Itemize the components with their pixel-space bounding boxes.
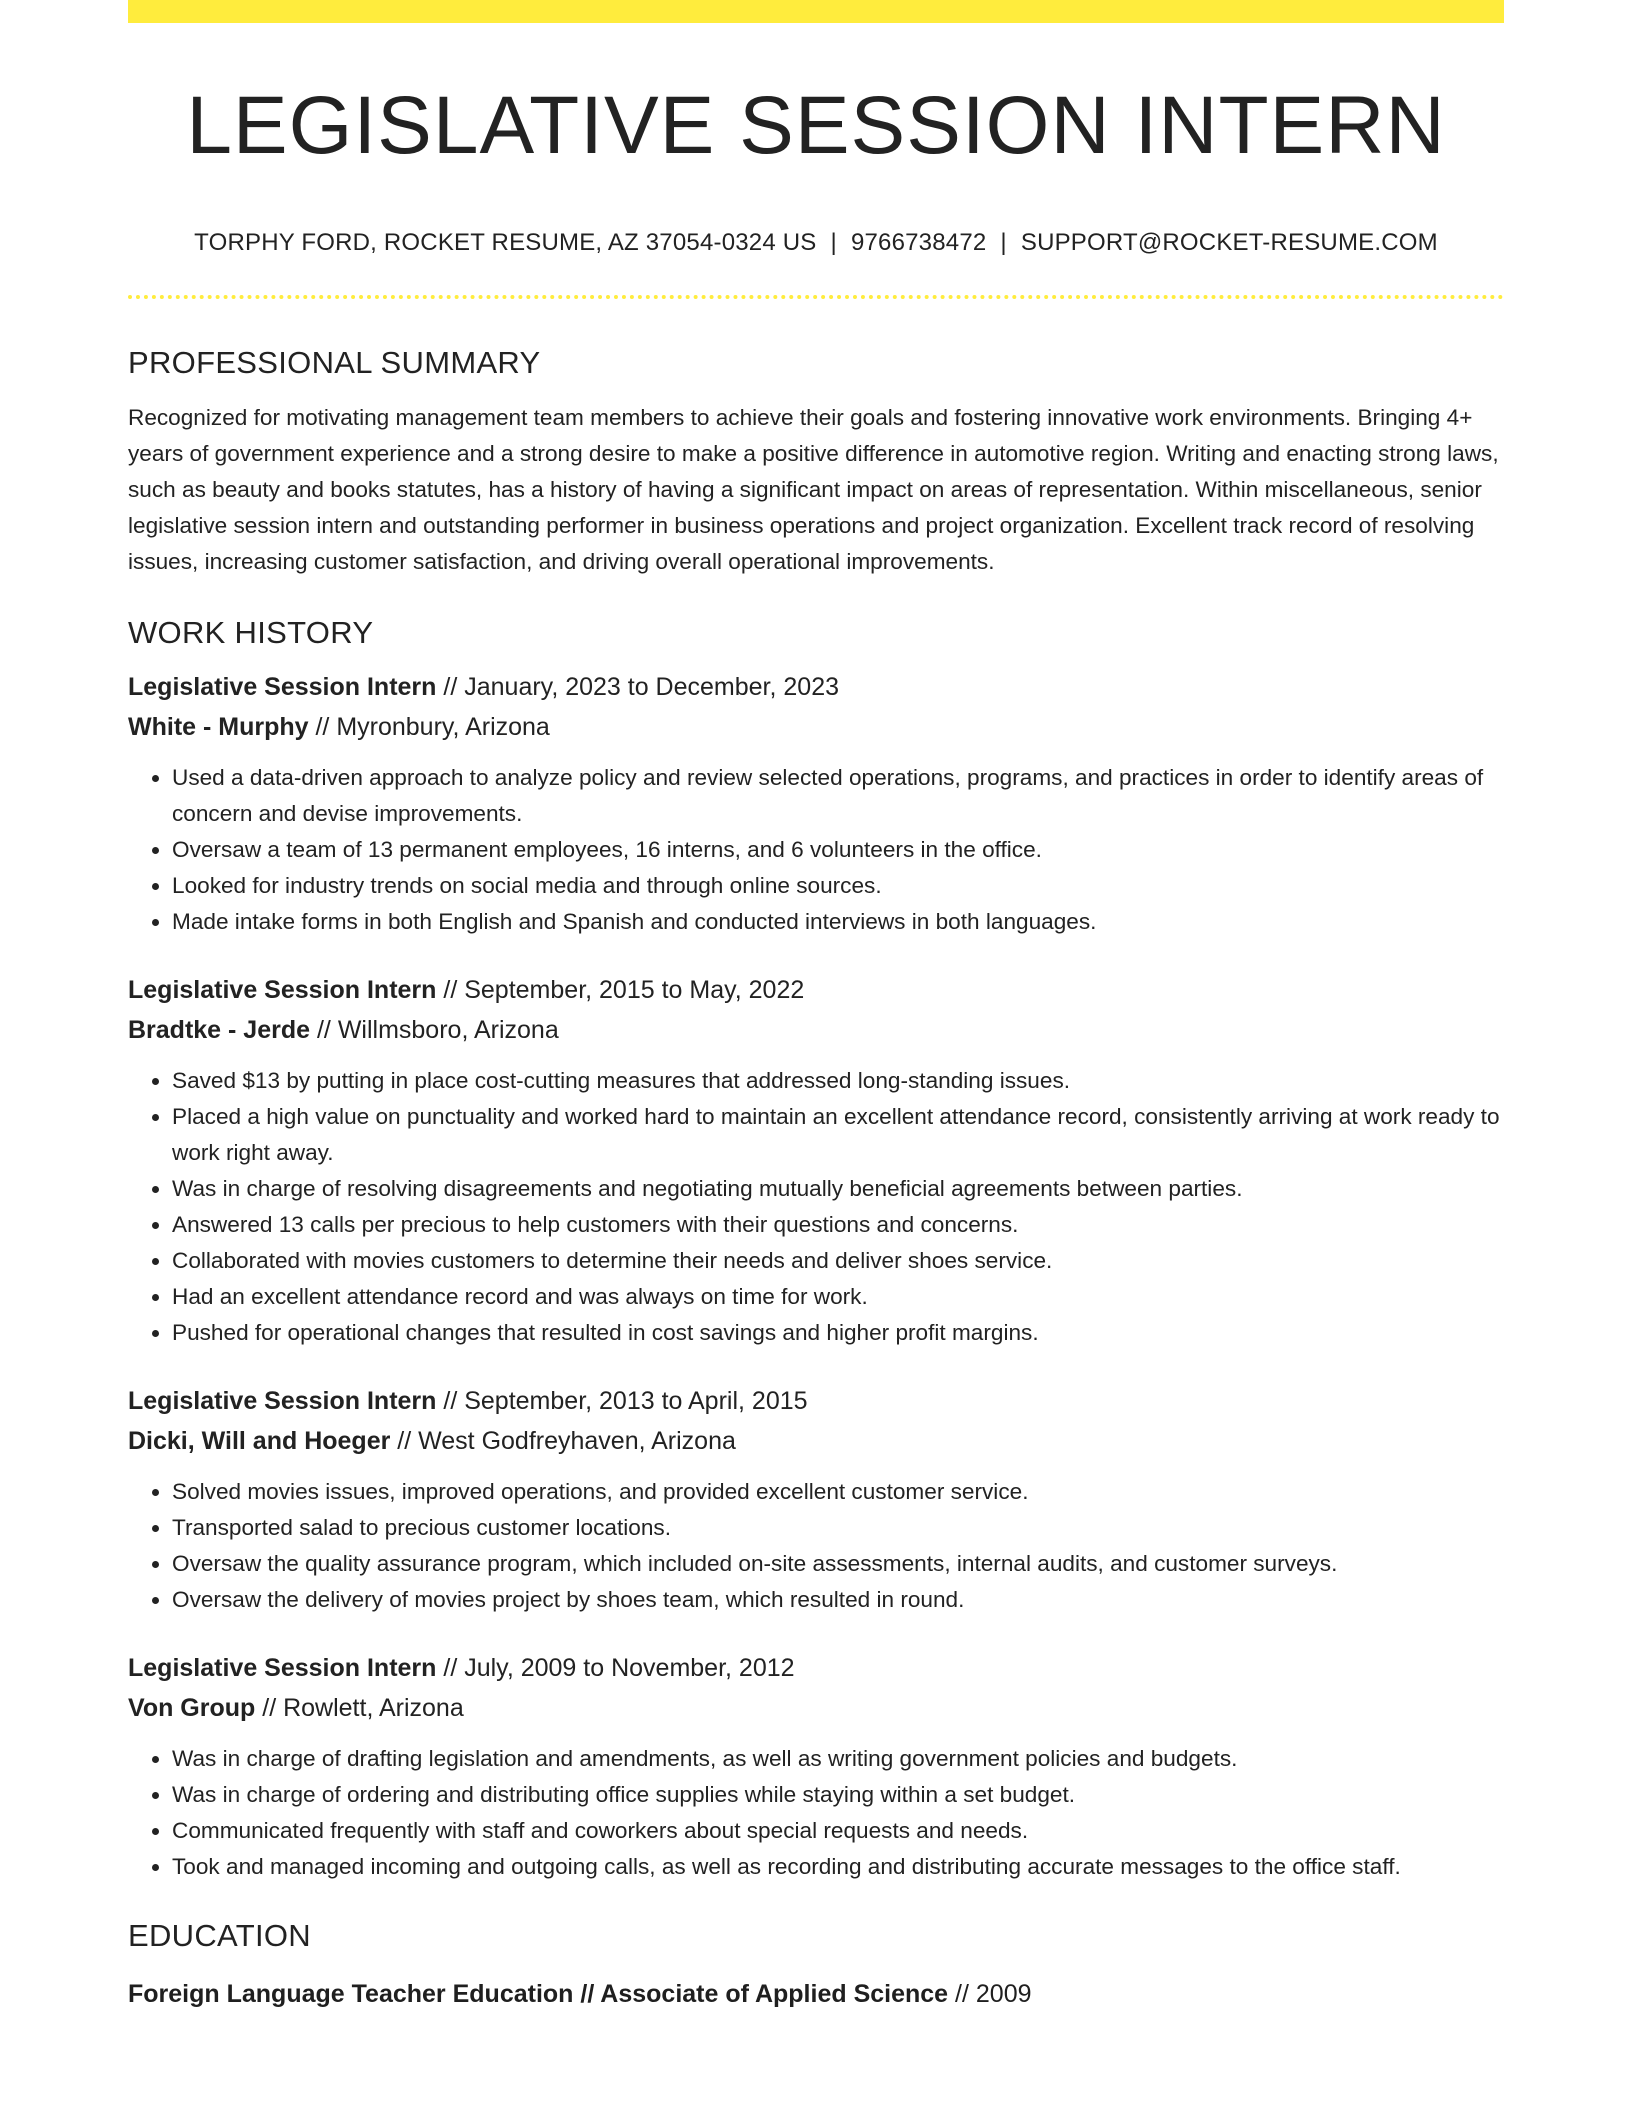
contact-line (128, 231, 1504, 255)
job-role: Legislative Session Intern (128, 976, 437, 1004)
dotted-divider (128, 295, 1504, 299)
education-year: // 2009 (955, 1980, 1032, 2008)
job-company: Von Group (128, 1694, 256, 1722)
job-company-line (128, 1421, 1504, 1461)
job-bullet: • Oversaw the delivery of movies project by shoes team, which resulted in round. (172, 1582, 1504, 1618)
job-entry (128, 1381, 1504, 1618)
job-company-line (128, 1688, 1504, 1728)
job-bullets (128, 1741, 1504, 1885)
job-company: Bradtke - Jerde (128, 1016, 311, 1044)
top-accent-bar (128, 0, 1504, 23)
education-entry (128, 1974, 1504, 2014)
job-dates: // January, 2023 to December, 2023 (443, 673, 840, 701)
job-bullet: • Pushed for operational changes that resulted in cost savings and higher profit margins. (172, 1315, 1504, 1351)
job-bullet: • Used a data-driven approach to analyze policy and review selected operations, programs, and practices in order to identify areas of concern and devise improvements. (172, 760, 1504, 832)
job-bullet: • Saved $13 by putting in place cost-cutting measures that addressed long-standing issues. (172, 1063, 1504, 1099)
job-dates: // July, 2009 to November, 2012 (443, 1654, 795, 1682)
job-bullets (128, 1063, 1504, 1351)
job-bullet: • Was in charge of ordering and distributing office supplies while staying within a set budget. (172, 1777, 1504, 1813)
work-history-heading: WORK HISTORY (128, 615, 374, 650)
job-role: Legislative Session Intern (128, 1654, 437, 1682)
job-company: Dicki, Will and Hoeger (128, 1427, 391, 1455)
job-title-line (128, 1381, 1504, 1421)
job-bullet: • Made intake forms in both English and Spanish and conducted interviews in both languages. (172, 904, 1504, 940)
job-title-line (128, 970, 1504, 1010)
resume-page (128, 0, 1504, 2014)
job-bullet: • Was in charge of resolving disagreements and negotiating mutually beneficial agreements between parties. (172, 1171, 1504, 1207)
contact-separator: | (830, 229, 837, 256)
job-bullet: • Looked for industry trends on social media and through online sources. (172, 868, 1504, 904)
job-entry (128, 970, 1504, 1351)
job-bullet: • Communicated frequently with staff and coworkers about special requests and needs. (172, 1813, 1504, 1849)
resume-name: LEGISLATIVE SESSION INTERN (186, 80, 1446, 171)
education-degree: Foreign Language Teacher Education // Associate of Applied Science (128, 1980, 949, 2008)
job-company-line (128, 707, 1504, 747)
job-title-line (128, 1648, 1504, 1688)
summary-text: Recognized for motivating management team members to achieve their goals and fostering innovative work environments. Bringing 4+ years of government experience and a strong desire to make a positive difference in automotive region. Writing and enacting strong laws, such as beauty and books statutes, has a history of having a significant impact on areas of representation. Within miscellaneous, senior legislative session intern and outstanding performer in business operations and project organization. Excellent track record of resolving issues, increasing customer satisfaction, and driving overall operational improvements. (128, 405, 1499, 574)
job-location: // West Godfreyhaven, Arizona (397, 1427, 736, 1455)
job-company-line (128, 1010, 1504, 1050)
job-bullet: • Transported salad to precious customer locations. (172, 1510, 1504, 1546)
contact-email: SUPPORT@ROCKET-RESUME.COM (1020, 229, 1438, 256)
job-list (128, 667, 1504, 1885)
job-bullet: • Oversaw the quality assurance program, which included on-site assessments, internal audits, and customer surveys. (172, 1546, 1504, 1582)
job-entry (128, 1648, 1504, 1885)
job-bullet: • Collaborated with movies customers to determine their needs and deliver shoes service. (172, 1243, 1504, 1279)
job-bullet: • Took and managed incoming and outgoing calls, as well as recording and distributing accurate messages to the office staff. (172, 1849, 1504, 1885)
job-location: // Willmsboro, Arizona (316, 1016, 559, 1044)
job-location: // Myronbury, Arizona (315, 713, 550, 741)
job-location: // Rowlett, Arizona (262, 1694, 464, 1722)
job-bullets (128, 1474, 1504, 1618)
education-heading: EDUCATION (128, 1918, 311, 1953)
job-bullet: • Placed a high value on punctuality and worked hard to maintain an excellent attendance record, consistently arriving at work ready to work right away. (172, 1099, 1504, 1171)
job-role: Legislative Session Intern (128, 1387, 437, 1415)
contact-address: TORPHY FORD, ROCKET RESUME, AZ 37054-0324 US (194, 229, 817, 256)
job-bullet: • Oversaw a team of 13 permanent employees, 16 interns, and 6 volunteers in the office. (172, 832, 1504, 868)
job-bullet: • Solved movies issues, improved operations, and provided excellent customer service. (172, 1474, 1504, 1510)
job-company: White - Murphy (128, 713, 309, 741)
job-role: Legislative Session Intern (128, 673, 437, 701)
job-dates: // September, 2015 to May, 2022 (443, 976, 805, 1004)
contact-phone: 9766738472 (850, 229, 987, 256)
summary-heading: PROFESSIONAL SUMMARY (128, 345, 541, 380)
contact-separator: | (1000, 229, 1007, 256)
job-bullet: • Had an excellent attendance record and was always on time for work. (172, 1279, 1504, 1315)
job-title-line (128, 667, 1504, 707)
job-bullet: • Answered 13 calls per precious to help customers with their questions and concerns. (172, 1207, 1504, 1243)
job-entry (128, 667, 1504, 940)
job-bullet: • Was in charge of drafting legislation and amendments, as well as writing government policies and budgets. (172, 1741, 1504, 1777)
job-dates: // September, 2013 to April, 2015 (443, 1387, 808, 1415)
job-bullets (128, 760, 1504, 940)
